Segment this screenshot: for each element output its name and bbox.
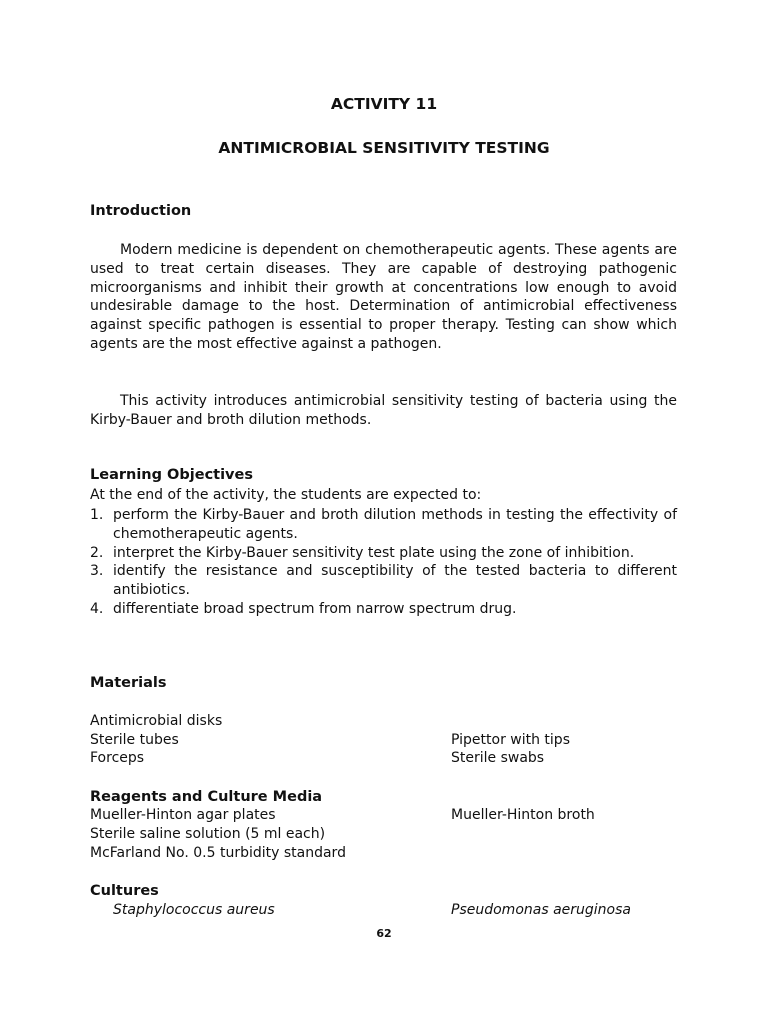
- list-number: 1.: [90, 507, 104, 523]
- list-text: identify the resistance and susceptibility of the tested bacteria to different antibiotics.: [113, 563, 677, 599]
- list-text: interpret the Kirby-Bauer sensitivity test plate using the zone of inhibition.: [113, 544, 635, 561]
- objectives-lead: At the end of the activity, the students are expected to:: [90, 487, 482, 503]
- introduction-paragraph-1: Modern medicine is dependent on chemotherapeutic agents. These agents are used to treat certain diseases. They are capable of destroying pathogenic microorganisms and inhibit their growth at concentrations low enough to avoid undesirable damage to the host. Determination of antimicrobial effectiveness against specific pathogen is essential to proper therapy. Testing can show which agents are the most effective against a pathogen.: [90, 242, 677, 352]
- page-number: 62: [376, 927, 392, 940]
- material-item: Pipettor with tips: [451, 732, 570, 748]
- list-item: [90, 600, 677, 619]
- culture-item: Staphylococcus aureus: [113, 902, 275, 918]
- culture-item: Pseudomonas aeruginosa: [451, 902, 631, 918]
- introduction-heading: Introduction: [90, 203, 192, 219]
- reagent-item: Mueller-Hinton broth: [451, 807, 595, 823]
- reagents-heading: Reagents and Culture Media: [90, 789, 323, 805]
- materials-heading: Materials: [90, 675, 167, 691]
- material-item: Sterile tubes: [90, 732, 179, 748]
- reagent-item: McFarland No. 0.5 turbidity standard: [90, 845, 346, 861]
- reagent-item: Sterile saline solution (5 ml each): [90, 826, 326, 842]
- list-item: [90, 544, 677, 563]
- material-item: Sterile swabs: [451, 750, 545, 766]
- introduction-paragraph-2: This activity introduces antimicrobial sensitivity testing of bacteria using the Kirby-Bauer and broth dilution methods.: [90, 393, 677, 428]
- list-text: perform the Kirby-Bauer and broth dilution methods in testing the effectivity of chemotherapeutic agents.: [113, 507, 677, 542]
- list-number: 3.: [90, 563, 104, 580]
- document-title: ANTIMICROBIAL SENSITIVITY TESTING: [218, 139, 550, 157]
- material-item: Forceps: [90, 750, 145, 766]
- list-item: [90, 562, 677, 600]
- objectives-list: [90, 506, 677, 619]
- learning-objectives-heading: Learning Objectives: [90, 467, 253, 483]
- list-text: differentiate broad spectrum from narrow spectrum drug.: [113, 600, 517, 617]
- list-number: 2.: [90, 544, 104, 561]
- cultures-heading: Cultures: [90, 883, 159, 899]
- material-item: Antimicrobial disks: [90, 713, 223, 729]
- list-item: [90, 506, 677, 544]
- reagent-item: Mueller-Hinton agar plates: [90, 807, 276, 823]
- activity-number: ACTIVITY 11: [330, 95, 438, 113]
- list-number: 4.: [90, 600, 104, 617]
